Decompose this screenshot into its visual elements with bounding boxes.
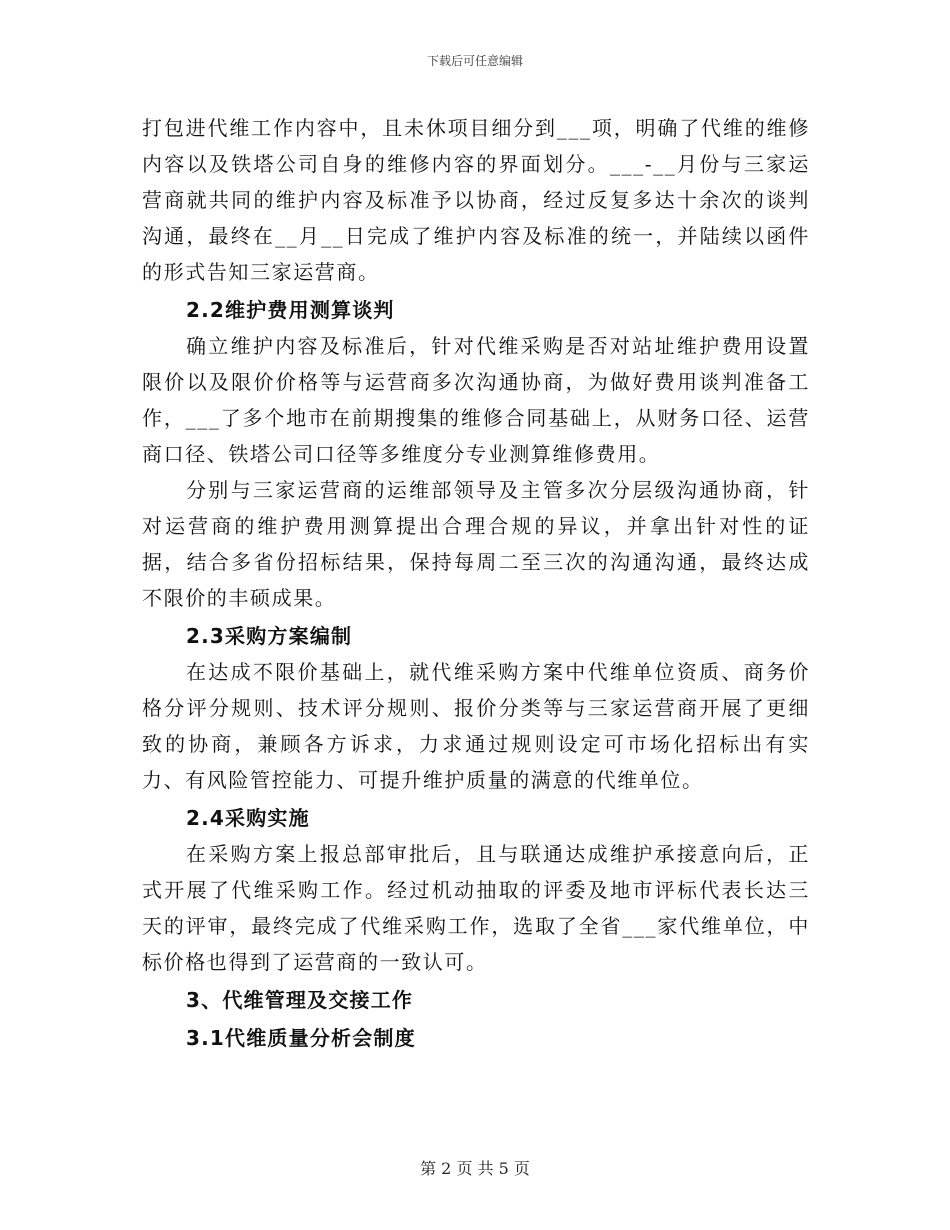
section-heading-3: 3、代维管理及交接工作 <box>186 988 414 1012</box>
section-heading-3-1: 3.1代维质量分析会制度 <box>186 1026 416 1050</box>
paragraph-continuation: 打包进代维工作内容中，且未休项目细分到___项，明确了代维的维修内容以及铁塔公司自身的维修内容的界面划分。___-__月份与三家运营商就共同的维护内容及标准予以协商，经过反复多达十余次的谈判沟通，最终在__月__日完成了维护内容及标准的统一，并陆续以函件的形式告知三家运营商。 <box>142 116 810 284</box>
section-heading-2-4: 2.4采购实施 <box>186 806 310 830</box>
paragraph-cost-confirmation: 确立维护内容及标准后，针对代维采购是否对站址维护费用设置限价以及限价价格等与运营商多次沟通协商，为做好费用谈判准备工作，___了多个地市在前期搜集的维修合同基础上，从财务口径、运营商口径、铁塔公司口径等多维度分专业测算维修费用。 <box>142 334 810 466</box>
page-header: 下载后可任意编辑 <box>426 54 523 68</box>
document-body <box>142 110 810 1056</box>
section-heading-2-2: 2.2维护费用测算谈判 <box>186 298 395 322</box>
section-heading-2-3: 2.3采购方案编制 <box>186 624 353 648</box>
paragraph-procurement-implementation: 在采购方案上报总部审批后，且与联通达成维护承接意向后，正式开展了代维采购工作。经过机动抽取的评委及地市评标代表长达三天的评审，最终完成了代维采购工作，选取了全省___家代维单位，中标价格也得到了运营商的一致认可。 <box>142 842 810 974</box>
paragraph-procurement-plan: 在达成不限价基础上，就代维采购方案中代维单位资质、商务价格分评分规则、技术评分规则、报价分类等与三家运营商开展了更细致的协商，兼顾各方诉求，力求通过规则设定可市场化招标出有实力、有风险管控能力、可提升维护质量的满意的代维单位。 <box>142 660 810 792</box>
paragraph-operator-negotiation: 分别与三家运营商的运维部领导及主管多次分层级沟通协商，针对运营商的维护费用测算提出合理合规的异议，并拿出针对性的证据，结合多省份招标结果，保持每周二至三次的沟通沟通，最终达成不限价的丰硕成果。 <box>142 478 810 610</box>
page-number: 第 2 页 共 5 页 <box>420 1159 530 1178</box>
